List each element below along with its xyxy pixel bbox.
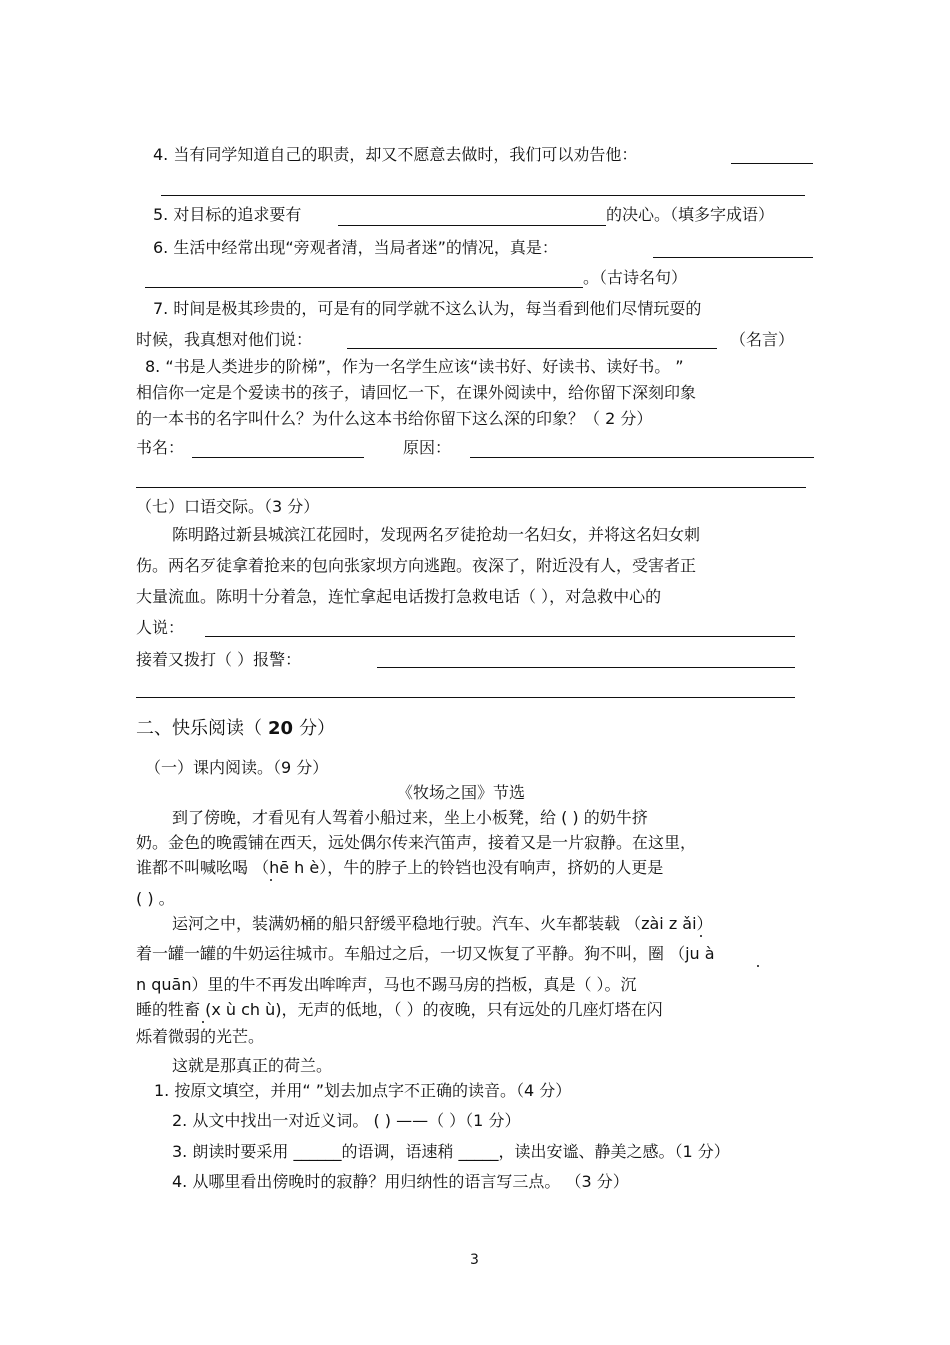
section-7-line3: 大量流血。陈明十分着急，连忙拿起电话拨打急救电话（ ），对急救中心的 bbox=[136, 587, 662, 606]
answer-blank[interactable] bbox=[731, 163, 813, 164]
answer-blank[interactable] bbox=[653, 257, 813, 258]
question-8-line2: 相信你一定是个爱读书的孩子，请回忆一下，在课外阅读中，给你留下深刻印象 bbox=[136, 383, 697, 402]
reading-p2-line5: 烁着微弱的光芒。 bbox=[136, 1027, 265, 1046]
question-5-prefix: 5. 对目标的追求要有 bbox=[153, 205, 302, 224]
reading-p2-line2: 着一罐一罐的牛奶运往城市。车船过之后，一切又恢复了平静。狗不叫，圈 （ju à bbox=[136, 944, 715, 963]
page-number: 3 bbox=[470, 1252, 479, 1268]
answer-blank[interactable] bbox=[338, 225, 606, 226]
section-7-line5: 接着又拨打（ ）报警： bbox=[136, 650, 302, 669]
question-7-suffix: （名言） bbox=[730, 330, 795, 349]
book-name-label: 书名： bbox=[136, 438, 185, 457]
part-2-heading-prefix: 二、快乐阅读（ bbox=[136, 718, 262, 739]
section-7-line4: 人说： bbox=[136, 618, 185, 637]
question-7-line1: 7. 时间是极其珍贵的，可是有的同学就不这么认为，每当看到他们尽情玩耍的 bbox=[153, 299, 702, 318]
emphasis-dot bbox=[757, 965, 759, 967]
reading-question-4: 4. 从哪里看出傍晚时的寂静？用归纳性的语言写三点。 （3 分） bbox=[172, 1172, 629, 1191]
reading-question-3: 3. 朗读时要采用 ______的语调，语速稍 _____，读出安谧、静美之感。（1 分） bbox=[172, 1142, 730, 1161]
answer-line[interactable] bbox=[136, 487, 806, 488]
emphasis-dot bbox=[270, 879, 272, 881]
reading-p2-line3: n quān）里的牛不再发出哞哞声，马也不踢马房的挡板，真是（ ）。沉 bbox=[136, 975, 637, 994]
question-7-line2: 时候，我真想对他们说： bbox=[136, 330, 313, 349]
question-4-text: 4. 当有同学知道自己的职责，却又不愿意去做时，我们可以劝告他： bbox=[153, 145, 638, 164]
section-7-heading: （七）口语交际。（3 分） bbox=[136, 497, 320, 516]
reading-question-1: 1. 按原文填空，并用“ ”划去加点字不正确的读音。（4 分） bbox=[154, 1081, 572, 1100]
emphasis-dot bbox=[202, 1021, 204, 1023]
part-2-heading-suffix: 分） bbox=[299, 718, 336, 739]
part-2-score: 20 bbox=[268, 718, 294, 739]
question-6-text: 6. 生活中经常出现“旁观者清，当局者迷”的情况，真是： bbox=[153, 238, 558, 257]
reading-heading: （一）课内阅读。（9 分） bbox=[145, 758, 329, 777]
reading-p1-line2: 奶。金色的晚霞铺在西天，远处偶尔传来汽笛声，接着又是一片寂静。在这里， bbox=[136, 833, 697, 852]
reading-p1-line1: 到了傍晚，才看见有人驾着小船过来，坐上小板凳，给 ( ) 的奶牛挤 bbox=[172, 808, 648, 827]
question-8-line1: 8. “书是人类进步的阶梯”，作为一名学生应该“读书好、好读书、读好书。 ” bbox=[145, 357, 684, 376]
section-7-line2: 伤。两名歹徒拿着抢来的包向张家坝方向逃跑。夜深了，附近没有人，受害者正 bbox=[136, 556, 697, 575]
reading-question-2: 2. 从文中找出一对近义词。 ( ) ——（ ）（1 分） bbox=[172, 1111, 521, 1130]
answer-line[interactable] bbox=[161, 195, 805, 196]
answer-line[interactable] bbox=[145, 287, 583, 288]
reason-blank[interactable] bbox=[470, 457, 814, 458]
answer-blank[interactable] bbox=[377, 667, 795, 668]
book-name-blank[interactable] bbox=[192, 457, 364, 458]
part-2-heading bbox=[136, 718, 335, 740]
answer-line[interactable] bbox=[136, 697, 795, 698]
section-7-line1: 陈明路过新县城滨江花园时，发现两名歹徒抢劫一名妇女，并将这名妇女刺 bbox=[172, 525, 701, 544]
reading-p2-line1: 运河之中，装满奶桶的船只舒缓平稳地行驶。汽车、火车都装载 （zài z ǎi） bbox=[172, 914, 713, 933]
question-6-suffix: 。（古诗名句） bbox=[583, 268, 688, 287]
answer-blank[interactable] bbox=[347, 348, 717, 349]
reason-label: 原因： bbox=[403, 438, 452, 457]
reading-p3: 这就是那真正的荷兰。 bbox=[172, 1056, 333, 1075]
question-5-suffix: 的决心。（填多字成语） bbox=[606, 205, 775, 224]
question-8-line3: 的一本书的名字叫什么？为什么这本书给你留下这么深的印象？（ 2 分） bbox=[136, 409, 653, 428]
reading-p1-line3: 谁都不叫喊吆喝 （hē h è），牛的脖子上的铃铛也没有响声，挤奶的人更是 bbox=[136, 858, 664, 877]
answer-blank[interactable] bbox=[205, 636, 795, 637]
reading-title: 《牧场之国》节选 bbox=[397, 783, 526, 802]
emphasis-dot bbox=[700, 935, 702, 937]
reading-p1-line4: ( ) 。 bbox=[136, 889, 175, 908]
reading-p2-line4: 睡的牲畜 (x ù ch ù)，无声的低地，（ ）的夜晚，只有远处的几座灯塔在闪 bbox=[136, 1000, 663, 1019]
